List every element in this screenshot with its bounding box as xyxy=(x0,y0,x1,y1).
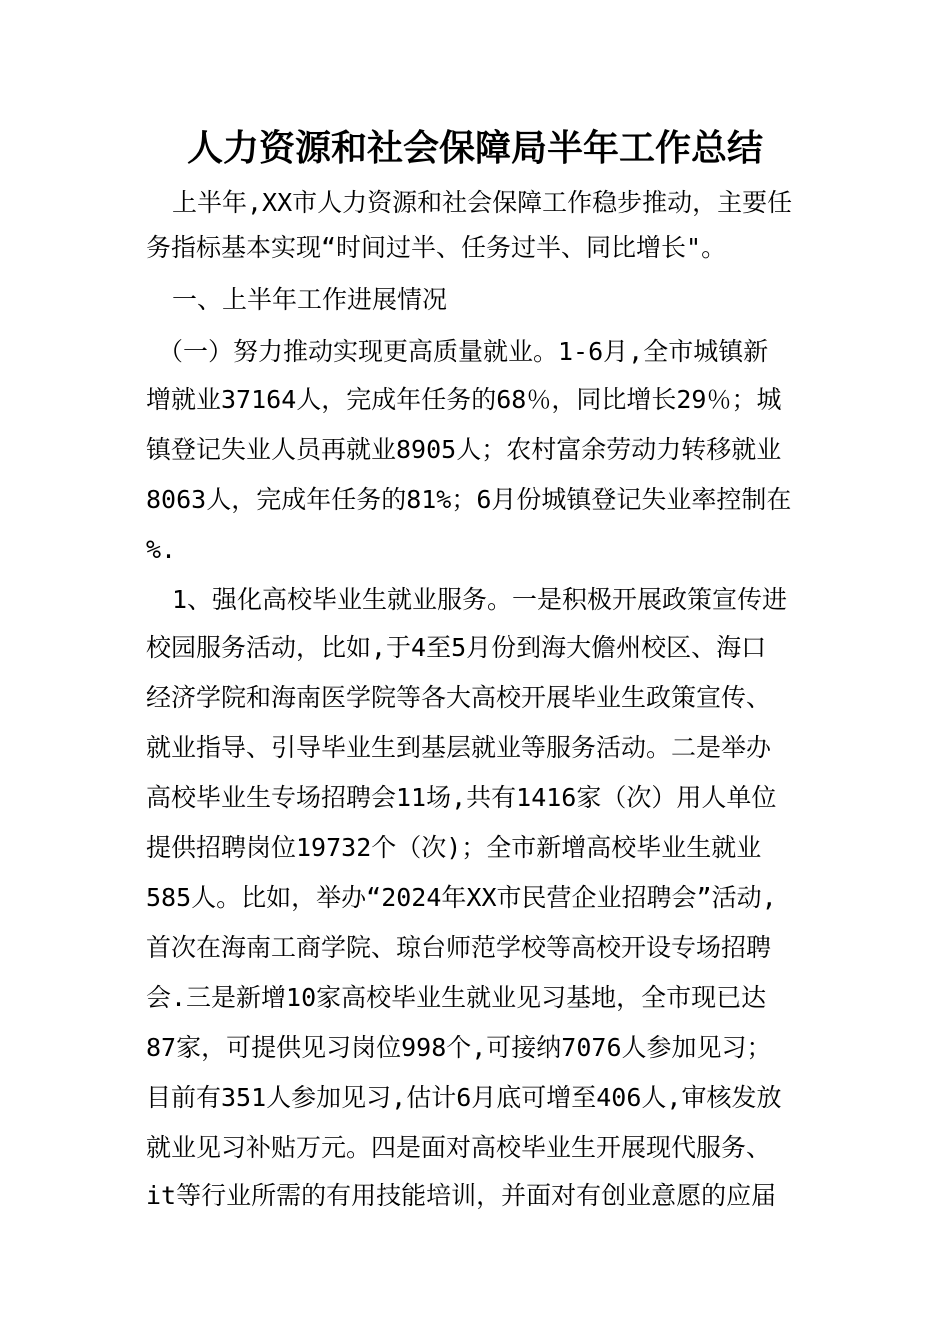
paragraph-line: 增就业37164人，完成年任务的68％，同比增长29％；城 xyxy=(146,385,782,414)
paragraph-line: 会.三是新增10家高校毕业生就业见习基地，全市现已达 xyxy=(146,983,767,1012)
paragraph-line: 镇登记失业人员再就业8905人；农村富余劳动力转移就业 xyxy=(146,435,782,464)
paragraph-line: 585人。比如，举办“2024年XX市民营企业招聘会”活动, xyxy=(146,883,777,912)
paragraph-line: 提供招聘岗位19732个（次)；全市新增高校毕业生就业 xyxy=(146,833,762,862)
paragraph-line: 首次在海南工商学院、琼台师范学校等高校开设专场招聘 xyxy=(146,933,772,962)
paragraph-line: 上半年,XX市人力资源和社会保障工作稳步推动，主要任 xyxy=(172,188,793,217)
paragraph-line: 87家，可提供见习岗位998个,可接纳7076人参加见习； xyxy=(146,1033,772,1062)
paragraph-line: %. xyxy=(146,535,177,564)
paragraph-line: 务指标基本实现“时间过半、任务过半、同比增长"。 xyxy=(146,233,727,262)
paragraph-line: 校园服务活动，比如,于4至5月份到海大儋州校区、海口 xyxy=(146,633,767,662)
paragraph-line: 目前有351人参加见习,估计6月底可增至406人,审核发放 xyxy=(146,1083,782,1112)
section-heading: 一、上半年工作进展情况 xyxy=(172,285,448,314)
paragraph-line: 就业见习补贴万元。四是面对高校毕业生开展现代服务、 xyxy=(146,1133,772,1162)
paragraph-line: 8063人，完成年任务的81%；6月份城镇登记失业率控制在 xyxy=(146,485,792,514)
paragraph-line: it等行业所需的有用技能培训，并面对有创业意愿的应届 xyxy=(146,1181,777,1210)
paragraph-line: 1、强化高校毕业生就业服务。一是积极开展政策宣传进 xyxy=(172,585,788,614)
paragraph-line: 就业指导、引导毕业生到基层就业等服务活动。二是举办 xyxy=(146,733,772,762)
document-title: 人力资源和社会保障局半年工作总结 xyxy=(186,127,763,169)
paragraph-line: 高校毕业生专场招聘会11场,共有1416家（次）用人单位 xyxy=(146,783,777,812)
paragraph-line: 经济学院和海南医学院等各大高校开展毕业生政策宣传、 xyxy=(146,683,772,712)
subsection-heading-line: （一）努力推动实现更高质量就业。1-6月,全市城镇新 xyxy=(158,337,769,366)
